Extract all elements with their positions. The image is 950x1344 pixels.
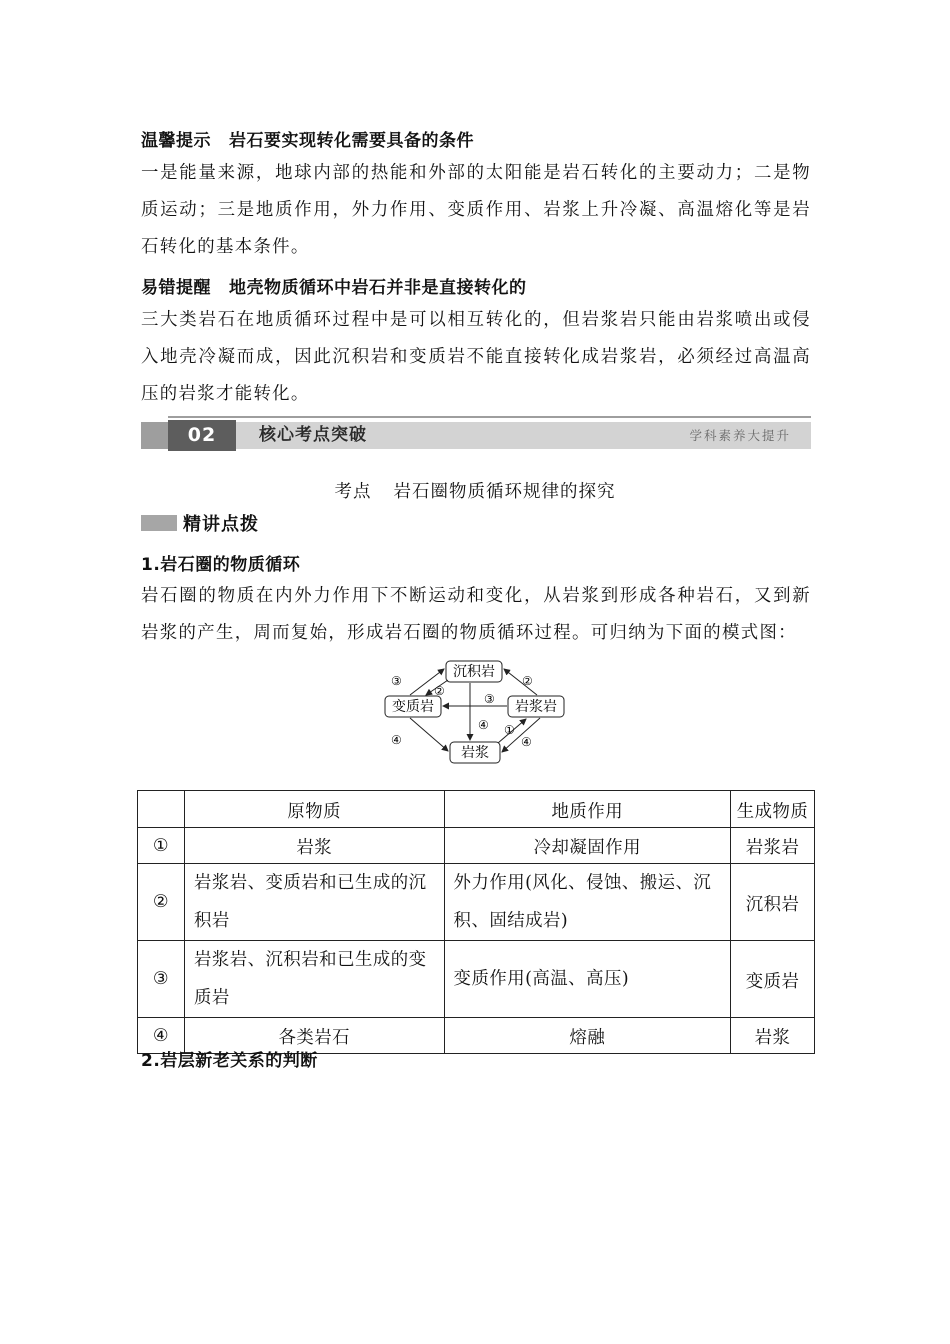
tip-label: 温馨提示 [141,131,211,151]
table-header: 原物质 [184,791,444,828]
table-cell-id: ③ [138,941,185,1018]
node-metamorphic [385,696,441,717]
table-cell-source: 各类岩石 [184,1018,444,1054]
rock-cycle-diagram [380,655,570,770]
tip-body: 一是能量来源，地球内部的热能和外部的太阳能是岩石转化的主要动力；二是物质运动；三是地质作用，外力作用、变质作用、岩浆上升冷凝、高温熔化等是岩石转化的基本条件。 [141,163,811,257]
table-cell-product: 变质岩 [731,941,815,1018]
table-cell-id: ② [138,864,185,941]
table-header-row [138,791,815,828]
warning-heading [141,273,527,298]
banner-right-text: 学科素养大提升 [689,428,791,443]
banner-top-line [168,416,811,418]
svg-text:岩浆岩: 岩浆岩 [515,699,557,715]
banner-lead-block [141,422,168,449]
section-title [0,478,950,503]
warning-label: 易错提醒 [141,278,211,298]
table-row [138,864,815,941]
sub-label-block [141,515,177,531]
marker-2-right: ② [522,674,533,688]
rock-cycle-table [137,790,815,1054]
marker-3-center: ③ [484,692,495,706]
svg-text:变质岩: 变质岩 [392,699,434,715]
warning-title: 地壳物质循环中岩石并非是直接转化的 [229,278,527,298]
table-cell-process: 冷却凝固作用 [444,828,731,864]
table-cell-process: 变质作用(高温、高压) [444,941,731,1018]
table-cell-process: 熔融 [444,1018,731,1054]
banner-number: 02 [168,420,236,451]
table-header [138,791,185,828]
section-banner [141,416,811,451]
table-cell-product: 岩浆 [731,1018,815,1054]
table-cell-source: 岩浆 [184,828,444,864]
svg-text:岩浆: 岩浆 [461,745,489,761]
table-cell-id: ④ [138,1018,185,1054]
table-cell-source: 岩浆岩、沉积岩和已生成的变质岩 [184,941,444,1018]
section-title-text: 岩石圈物质循环规律的探究 [393,482,616,502]
table-row [138,941,815,1018]
table-header: 地质作用 [444,791,731,828]
table-cell-process: 外力作用(风化、侵蚀、搬运、沉积、固结成岩) [444,864,731,941]
table-cell-product: 岩浆岩 [731,828,815,864]
marker-4-left: ④ [391,733,402,747]
marker-4-right: ④ [521,735,532,749]
tip-title: 岩石要实现转化需要具备的条件 [229,131,474,151]
banner-title: 核心考点突破 [259,425,367,445]
table-cell-product: 沉积岩 [731,864,815,941]
warning-body: 三大类岩石在地质循环过程中是可以相互转化的，但岩浆岩只能由岩浆喷出或侵入地壳冷凝而成，因此沉积岩和变质岩不能直接转化成岩浆岩，必须经过高温高压的岩浆才能转化。 [141,310,811,404]
marker-3-left: ③ [391,674,402,688]
point1-heading: 1.岩石圈的物质循环 [141,555,301,575]
node-igneous [508,696,564,717]
marker-4-center: ④ [478,718,489,732]
section-title-prefix: 考点 [334,482,372,502]
point2-heading: 2.岩层新老关系的判断 [141,1051,318,1071]
sub-label: 精讲点拨 [183,514,259,535]
marker-1-right: ① [504,723,515,737]
node-sedimentary [446,661,502,682]
marker-2-left: ② [434,684,445,698]
table-cell-id: ① [138,828,185,864]
point1-body: 岩石圈的物质在内外力作用下不断运动和变化，从岩浆到形成各种岩石，又到新岩浆的产生，周而复始，形成岩石圈的物质循环过程。可归纳为下面的模式图： [141,586,811,643]
table-row [138,828,815,864]
table-header: 生成物质 [731,791,815,828]
table-cell-source: 岩浆岩、变质岩和已生成的沉积岩 [184,864,444,941]
tip-heading [141,126,474,151]
svg-text:沉积岩: 沉积岩 [453,664,495,680]
node-magma [450,742,500,763]
